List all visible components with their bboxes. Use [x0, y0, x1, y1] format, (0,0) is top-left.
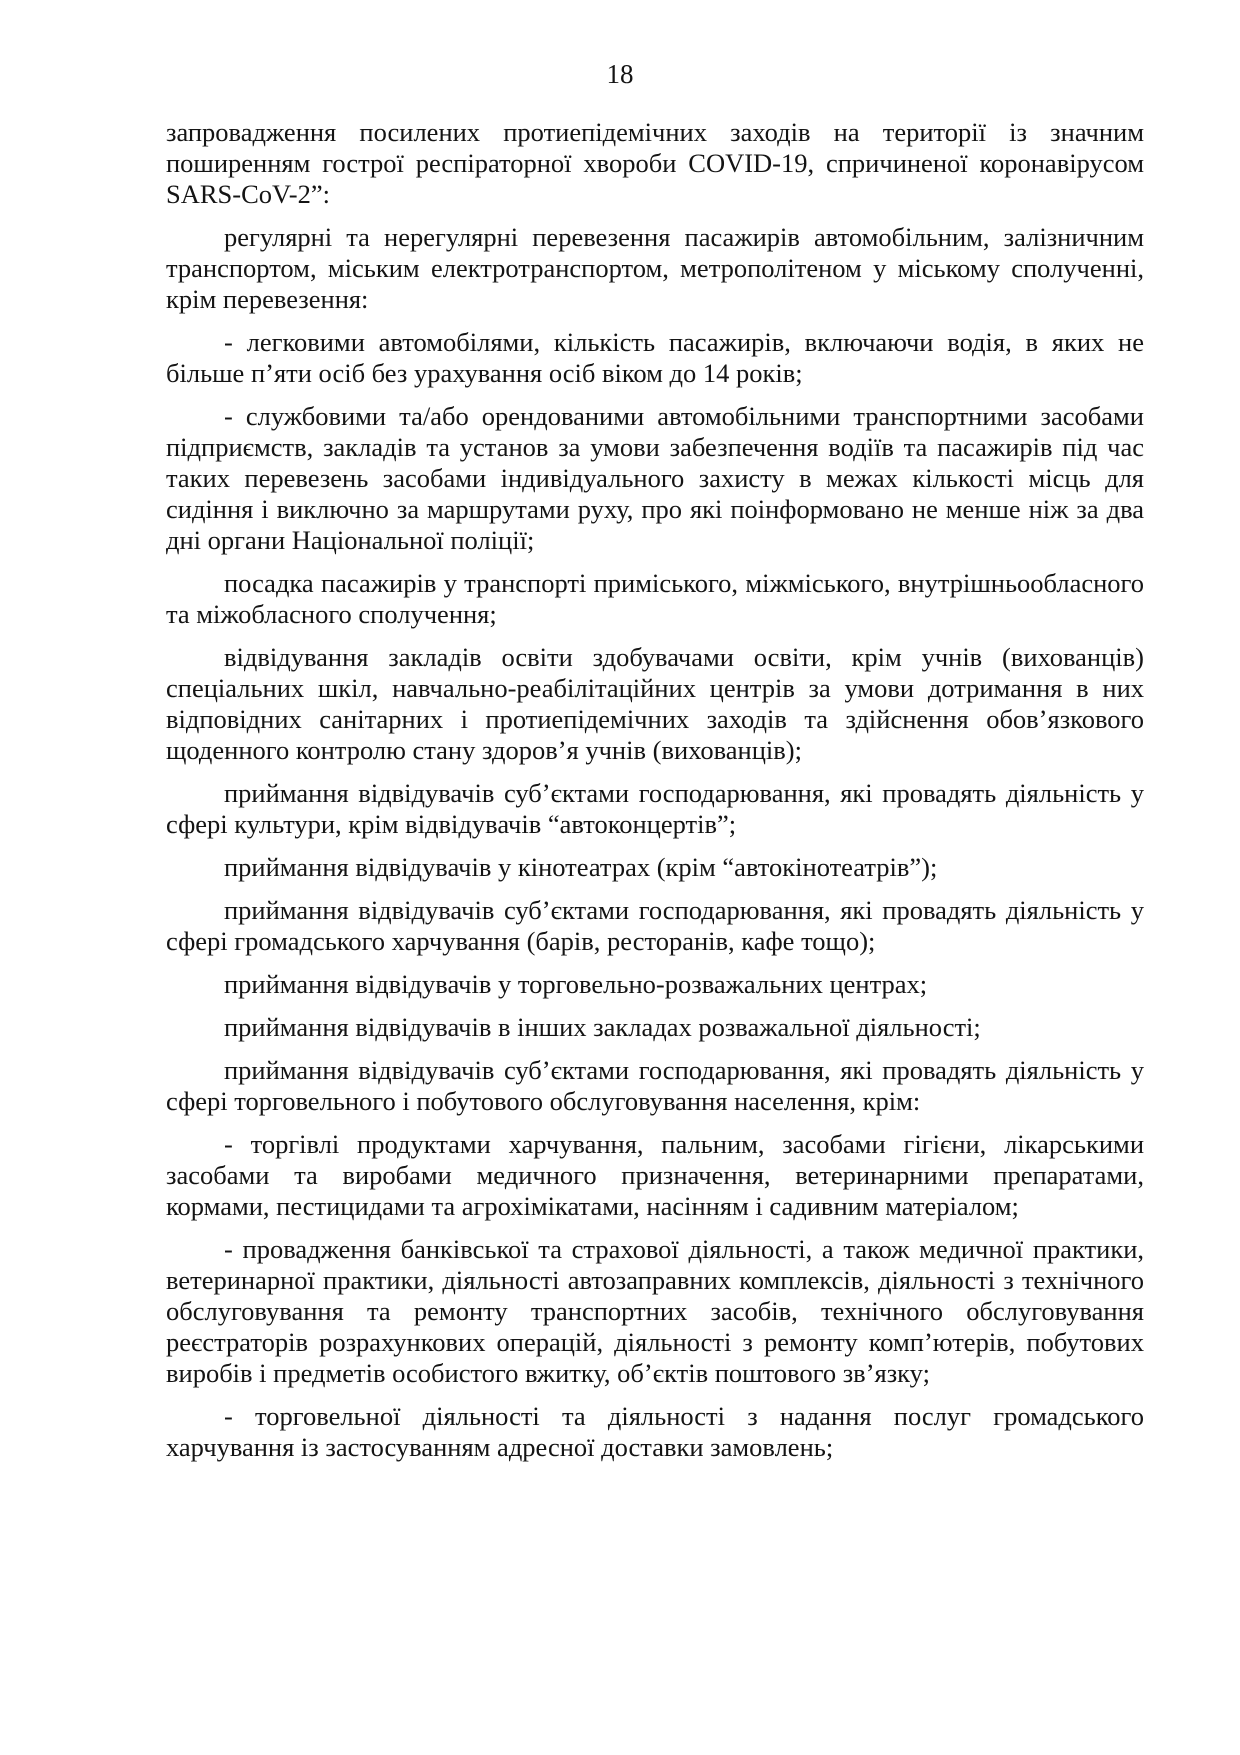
paragraph-education: відвідування закладів освіти здобувачами освіти, крім учнів (вихованців) спеціальних шкіл, навчально-реабілітаційних центрів за умови дотримання в них відповідних санітарних і протиепідемічних заходів та здійснення обов’язкового щоденного контролю стану здоров’я учнів (вихованців); [166, 642, 1144, 765]
paragraph-malls: приймання відвідувачів у торговельно-розважальних центрах; [224, 969, 928, 999]
document-body [166, 117, 1144, 1475]
paragraph-culture: приймання відвідувачів суб’єктами господарювання, які провадять діяльність у сфері культури, крім відвідувачів “автоконцертів”; [166, 778, 1144, 839]
paragraph-service-vehicles: - службовими та/або орендованими автомобільними транспортними засобами підприємств, закладів та установ за умови забезпечення водіїв та пасажирів під час таких перевезень засобами індивідуального захисту в межах кількості місць для сидіння і виключно за маршрутами руху, про які поінформовано не менше ніж за два дні органи Національної поліції; [166, 401, 1144, 555]
paragraph-boarding: посадка пасажирів у транспорті приміського, міжміського, внутрішньообласного та міжобласного сполучення; [166, 568, 1144, 629]
paragraph-entertainment: приймання відвідувачів в інших закладах розважальної діяльності; [224, 1012, 981, 1042]
paragraph-trade-services: приймання відвідувачів суб’єктами господарювання, які провадять діяльність у сфері торговельного і побутового обслуговування населення, крім: [166, 1055, 1144, 1116]
paragraph-banking: - провадження банківської та страхової діяльності, а також медичної практики, ветеринарної практики, діяльності автозаправних комплексів, діяльності з технічного обслуговування та ремонту транспортних засобів, технічного обслуговування реєстраторів розрахункових операцій, діяльності з ремонту комп’ютерів, побутових виробів і предметів особистого вжитку, об’єктів поштового зв’язку; [166, 1234, 1144, 1388]
paragraph-delivery: - торговельної діяльності та діяльності з надання послуг громадського харчування із застосуванням адресної доставки замовлень; [166, 1401, 1144, 1462]
page-number: 18 [606, 59, 634, 89]
paragraph-catering: приймання відвідувачів суб’єктами господарювання, які провадять діяльність у сфері громадського харчування (барів, ресторанів, кафе тощо); [166, 895, 1144, 956]
paragraph-food-trade: - торгівлі продуктами харчування, пальним, засобами гігієни, лікарськими засобами та виробами медичного призначення, ветеринарними препаратами, кормами, пестицидами та агрохімікатами, насінням і садивним матеріалом; [166, 1129, 1144, 1221]
paragraph-transport: регулярні та нерегулярні перевезення пасажирів автомобільним, залізничним транспортом, міським електротранспортом, метрополітеном у міському сполученні, крім перевезення: [166, 222, 1144, 314]
paragraph-cinemas: приймання відвідувачів у кінотеатрах (крім “автокінотеатрів”); [224, 852, 938, 882]
paragraph-cars: - легковими автомобілями, кількість пасажирів, включаючи водія, в яких не більше п’яти осіб без урахування осіб віком до 14 років; [166, 327, 1144, 388]
paragraph-intro: запровадження посилених протиепідемічних заходів на території із значним поширенням гострої респіраторної хвороби COVID-19, спричиненої коронавірусом SARS-CoV-2”: [166, 117, 1144, 209]
